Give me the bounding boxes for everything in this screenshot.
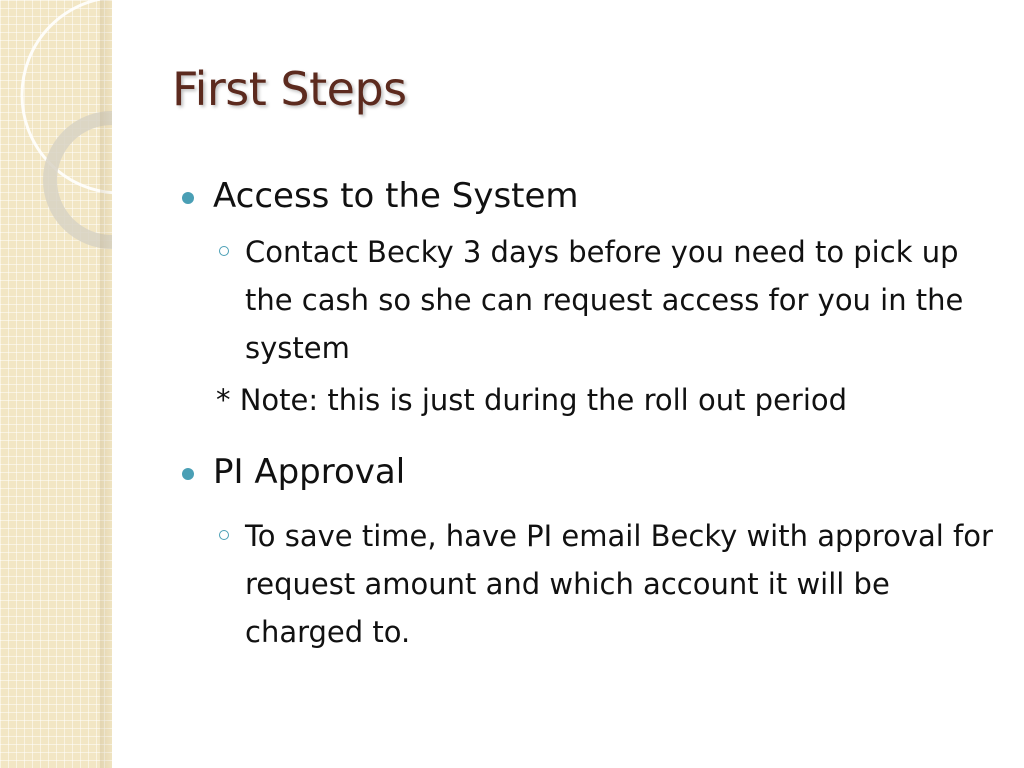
sub-bullet-text: To save time, have PI email Becky with approval for request amount and which account it will be charged to.: [245, 519, 993, 649]
slide-title: First Steps: [172, 62, 407, 116]
sub-bullet-text: Contact Becky 3 days before you need to pick up the cash so she can request access for you in the system: [245, 235, 964, 365]
bullet-access: [180, 170, 1000, 222]
ring-bullet-icon: [219, 246, 229, 256]
bullet-text: Access to the System: [213, 176, 579, 216]
note-text: * Note: this is just during the roll out period: [216, 383, 848, 417]
bullet-pi-approval: [180, 446, 1000, 498]
slide-content: [180, 170, 1000, 656]
ring-bullet-icon: [219, 530, 229, 540]
decorative-sidebar: [0, 0, 112, 768]
sub-bullet-save-time: [180, 512, 1000, 656]
bullet-text: PI Approval: [213, 452, 406, 492]
circle-ornament-icon: [0, 0, 112, 300]
bullet-dot-icon: [182, 468, 194, 480]
bullet-dot-icon: [182, 192, 194, 204]
sub-bullet-contact: [180, 228, 1000, 372]
